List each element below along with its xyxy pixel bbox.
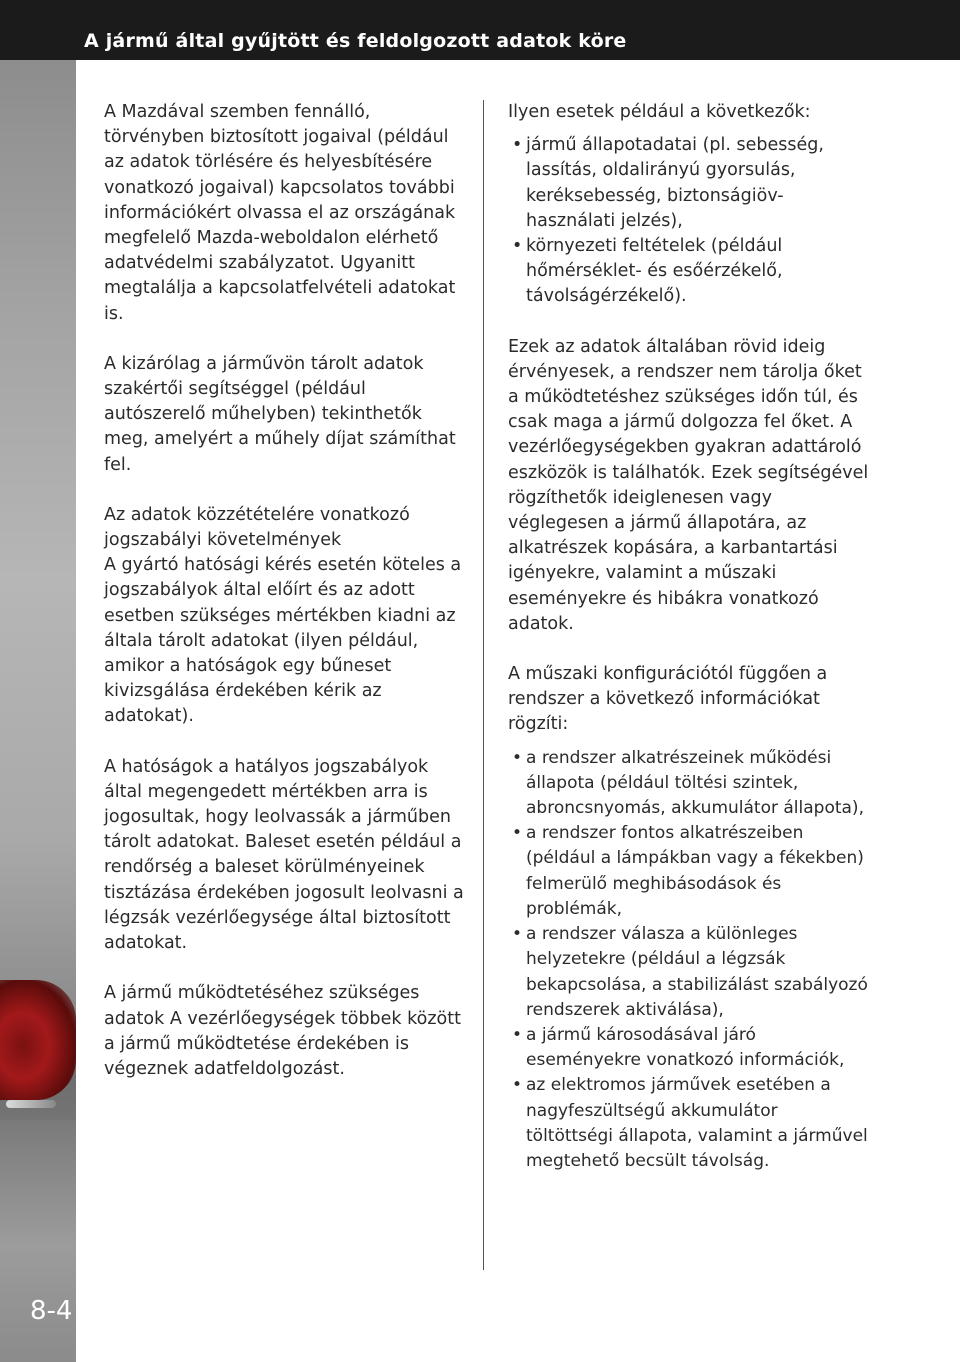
side-photo-strip (0, 60, 76, 1362)
paragraph-disclosure: A gyártó hatósági kérés esetén köteles a jogszabályok által előírt és az adott esetben szükséges mértékben kiadni az általa tárolt adatokat (ilyen például, amikor a hatóságok egy bűneset kivizsgálása érdekében kérik az adatokat). (104, 555, 462, 727)
paragraph-authorities: A hatóságok a hatályos jogszabályok által megengedett mértékben arra is jogosultak, hogy leolvassák a járműben tárolt adatokat. Baleset esetén például a rendőrség a baleset körülményeinek tisztázása érdekében jogosult leolvasni a légzsák vezérlőegysége által biztosított adatokat. (104, 756, 464, 954)
list-item: • a rendszer alkatrészeinek működési állapota (például töltési szintek, abroncsnyomás, akkumulátor állapota), (508, 746, 870, 822)
list-item: • az elektromos járművek esetében a nagyfeszültségű akkumulátor töltöttségi állapota, valamint a járművel megtehető becsült távolság. (508, 1073, 870, 1174)
header-bar (0, 0, 960, 60)
paragraph-workshop: A kizárólag a járművön tárolt adatok szakértői segítséggel (például autószerelő műhelyben) tekinthetők meg, amelyért a műhely díjat számíthat fel. (104, 353, 456, 475)
list-item: • a jármű károsodásával járó eseményekre vonatkozó információk, (508, 1023, 870, 1073)
right-column (508, 100, 870, 1199)
records-list (508, 746, 870, 1174)
page-number: 8-4 (30, 1296, 73, 1326)
list-item: • környezeti feltételek (például hőmérséklet- és esőérzékelő, távolságérzékelő). (508, 234, 870, 310)
car-image (0, 980, 76, 1100)
section-heading-line1: Az adatok közzétételére vonatkozó (104, 504, 410, 525)
paragraph-records-intro: A műszaki konfigurációtól függően a rendszer a következő információkat rögzíti: (508, 664, 828, 735)
left-column (104, 100, 470, 1107)
examples-list (508, 133, 870, 309)
paragraph-operation: A jármű működtetéséhez szükséges adatok A vezérlőegységek többek között a jármű működtetése érdekében is végeznek adatfeldolgozást. (104, 983, 461, 1079)
section-heading-line2: jogszabályi követelmények (104, 530, 342, 551)
paragraph-rights: A Mazdával szemben fennálló, törvényben biztosított jogaival (például az adatok törlésére és helyesbítésére vonatkozó jogaival) kapcsolatos további információkért olvassa el az országának megfelelő Mazda-weboldalon elérhető adatvédelmi szabályzatot. Ugyanitt megtalálja a kapcsolatfelvételi adatokat is. (104, 102, 456, 324)
car-detail (6, 1100, 56, 1108)
column-divider (483, 100, 484, 1270)
examples-intro: Ilyen esetek például a következők: (508, 102, 811, 122)
list-item: • jármű állapotadatai (pl. sebesség, lassítás, oldalirányú gyorsulás, keréksebesség, biztonságiöv-használati jelzés), (508, 133, 870, 234)
list-item: • a rendszer fontos alkatrészeiben (például a lámpákban vagy a fékekben) felmerülő meghibásodások és problémák, (508, 821, 870, 922)
list-item: • a rendszer válasza a különleges helyzetekre (például a légzsák bekapcsolása, a stabilizálást szabályozó rendszerek aktiválása), (508, 922, 870, 1023)
page-title: A jármű által gyűjtött és feldolgozott adatok köre (84, 30, 627, 52)
paragraph-storage: Ezek az adatok általában rövid ideig érvényesek, a rendszer nem tárolja őket a működtetéshez szükséges időn túl, és csak maga a jármű dolgozza fel őket. A vezérlőegységekben gyakran adattároló eszközök is találhatók. Ezek segítségével rögzíthetők ideiglenesen vagy véglegesen a jármű állapotára, az alkatrészek kopására, a karbantartási igényekre, valamint a műszaki eseményekre és hibákra vonatkozó adatok. (508, 336, 869, 634)
